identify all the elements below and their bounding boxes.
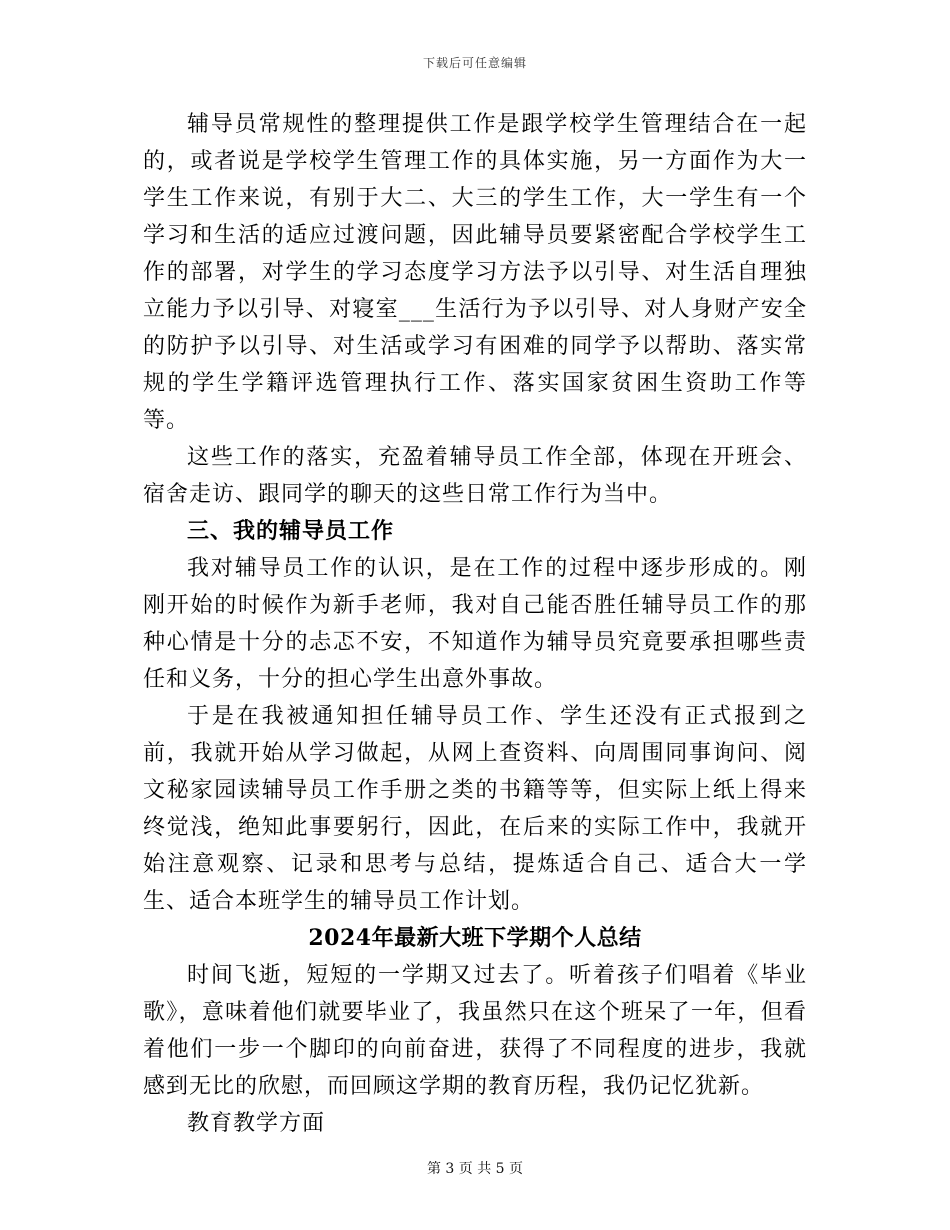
paragraph-work-implementation: 这些工作的落实，充盈着辅导员工作全部，体现在开班会、宿舍走访、跟同学的聊天的这些日常工作行为当中。 [143, 445, 807, 507]
paragraph-semester-review: 时间飞逝，短短的一学期又过去了。听着孩子们唱着《毕业歌》，意味着他们就要毕业了，我虽然只在这个班呆了一年，但看着他们一步一个脚印的向前奋进，获得了不同程度的进步，我就感到无比的欣慰，而回顾这学期的教育历程，我仍记忆犹新。 [143, 963, 807, 1099]
paragraph-teaching-subheading: 教育教学方面 [187, 1111, 326, 1136]
document-title: 2024年最新大班下学期个人总结 [308, 925, 642, 951]
paragraph-learning: 于是在我被通知担任辅导员工作、学生还没有正式报到之前，我就开始从学习做起，从网上查资料、向周围同事询问、阅文秘家园读辅导员工作手册之类的书籍等等，但实际上纸上得来终觉浅，绝知此事要躬行，因此，在后来的实际工作中，我就开始注意观察、记录和思考与总结，提炼适合自己、适合大一学生、适合本班学生的辅导员工作计划。 [143, 704, 807, 914]
paragraph-counselor-routine: 辅导员常规性的整理提供工作是跟学校学生管理结合在一起的，或者说是学校学生管理工作的具体实施，另一方面作为大一学生工作来说，有别于大二、大三的学生工作，大一学生有一个学习和生活的适应过渡问题，因此辅导员要紧密配合学校学生工作的部署，对学生的学习态度学习方法予以引导、对生活自理独立能力予以引导、对寝室___生活行为予以引导、对人身财产安全的防护予以引导、对生活或学习有困难的同学予以帮助、落实常规的学生学籍评选管理执行工作、落实国家贫困生资助工作等等。 [143, 112, 807, 433]
header-note: 下载后可任意编辑 [422, 56, 527, 70]
page-number: 第 3 页 共 5 页 [426, 1161, 524, 1177]
paragraph-understanding: 我对辅导员工作的认识，是在工作的过程中逐步形成的。刚刚开始的时候作为新手老师，我对自己能否胜任辅导员工作的那种心情是十分的忐忑不安，不知道作为辅导员究竟要承担哪些责任和义务，十分的担心学生出意外事故。 [143, 556, 807, 692]
section-heading-my-work: 三、我的辅导员工作 [187, 518, 395, 544]
document-body [143, 106, 807, 1142]
